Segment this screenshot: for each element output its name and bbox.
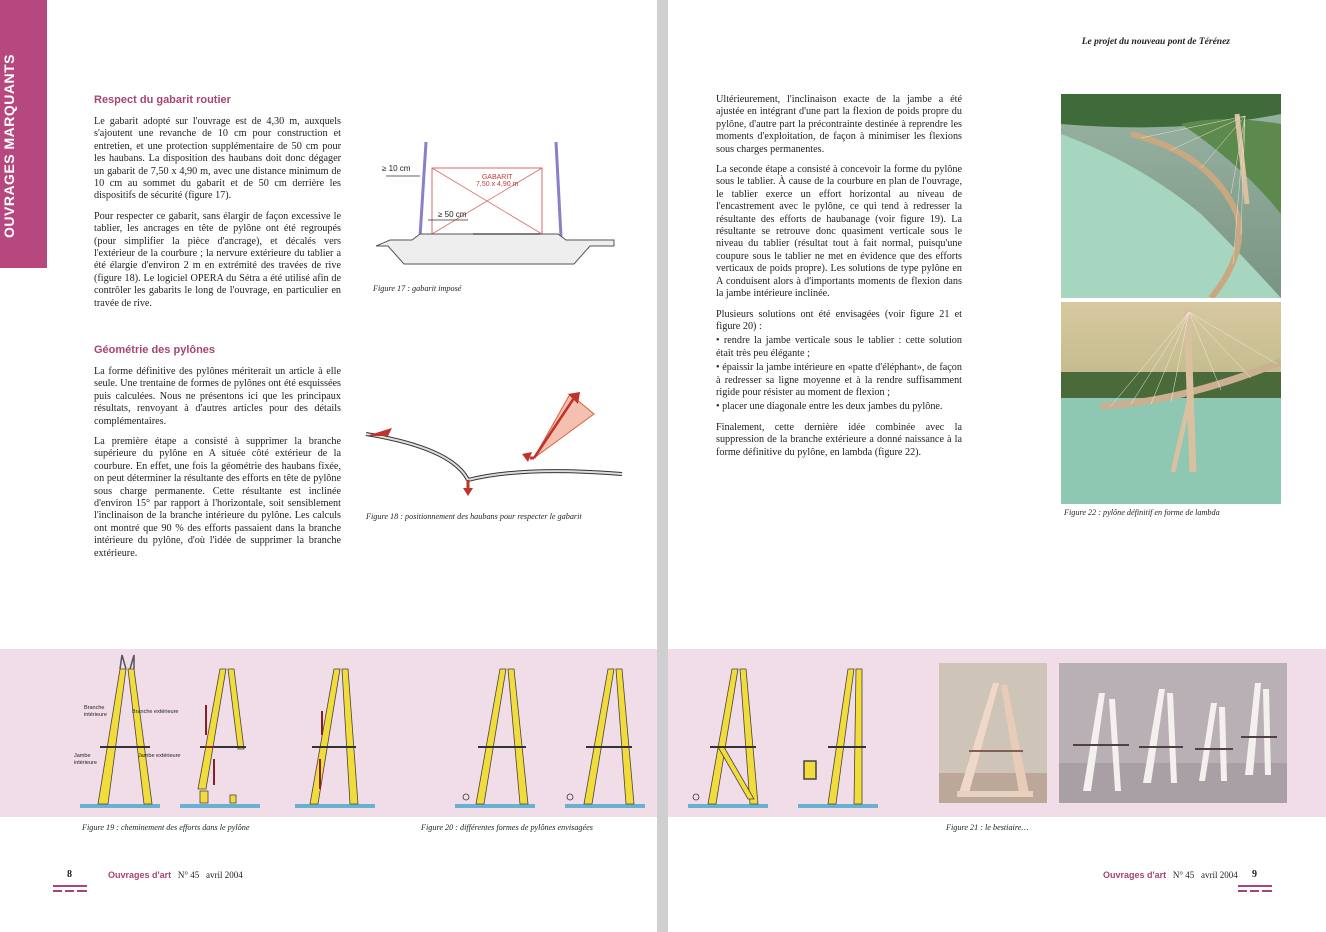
fig17-label-side: ≥ 50 cm — [438, 210, 467, 219]
fig17-gabarit-dims: 7,50 x 4,90 m — [476, 181, 519, 188]
running-title: Le projet du nouveau pont de Térénez — [1081, 37, 1230, 47]
right-column — [716, 94, 962, 467]
figure-band-right — [668, 649, 1326, 817]
footer-date: avril 2004 — [1201, 870, 1238, 880]
heading-gabarit: Respect du gabarit routier — [94, 94, 231, 106]
figure-19-caption: Figure 19 : cheminement des efforts dans le pylône — [82, 823, 250, 832]
section-tab — [0, 0, 47, 268]
figure-21-caption: Figure 21 : le bestiaire… — [946, 823, 1029, 832]
fig17-gabarit-title: GABARIT — [481, 174, 513, 181]
figure-20-caption: Figure 20 : différentes formes de pylônes envisagées — [421, 823, 593, 832]
figure-22-caption: Figure 22 : pylône définitif en forme de lambda — [1064, 508, 1220, 517]
figure-18-caption: Figure 18 : positionnement des haubans pour respecter le gabarit — [366, 512, 582, 521]
figure-22-render-bottom — [1061, 302, 1281, 504]
figure-17-gabarit-diagram — [368, 142, 630, 280]
footer-dashes — [1238, 885, 1272, 895]
bullet-item: • placer une diagonale entre les deux jambes du pylône. — [716, 401, 943, 413]
left-column-bottom — [94, 366, 341, 568]
footer-issue: N° 45 — [1172, 870, 1195, 880]
figure-band-left — [0, 649, 657, 817]
fig19-label-branche-exterieure: Branche extérieure — [132, 709, 179, 715]
left-page — [0, 0, 657, 932]
bullet-item: • rendre la jambe verticale sous le tablier : cette solution était très peu élégante ; — [716, 335, 962, 359]
figure-21-model-photo-2 — [1059, 663, 1287, 803]
paragraph: La première étape a consisté à supprimer la branche supérieure du pylône en A située côté extérieur de la courbure. En effet, une fois la géométrie des haubans fixée, on peut déterminer la résultante des efforts en tête de pylône sous charge permanente. Cette résultante est inclinée d'environ 15° par rapport à l'horizontale, soit sensiblement l'inclinaison de la branche intérieure du pylône. Les calculs ont montré que 90 % des efforts passaient dans la branche intérieure du pylône, d'où l'idée de supprimer la branche extérieure. — [94, 436, 341, 559]
footer-left — [108, 870, 243, 880]
figure-22-render-top — [1061, 94, 1281, 298]
paragraph: Le gabarit adopté sur l'ouvrage est de 4,30 m, auxquels s'ajoutent une revanche de 10 cm pour construction et entretien, et une protection supplémentaire de 50 cm pour les haubans. La disposition des haubans doit donc dégager un gabarit de 7,50 x 4,90 m, avec une distance minimum de 10 cm au sommet du gabarit et de 50 cm derrière les dispositifs de sécurité (figure 17). — [94, 116, 341, 202]
footer-right — [1103, 870, 1238, 880]
footer-magazine: Ouvrages d'art — [108, 870, 172, 880]
left-column-top — [94, 116, 341, 318]
footer-date: avril 2004 — [206, 870, 243, 880]
section-tab-label: OUVRAGES MARQUANTS — [1, 53, 17, 238]
fig17-label-gabarit — [476, 174, 518, 188]
page-gutter — [657, 0, 668, 932]
footer-dashes — [53, 885, 87, 895]
footer-magazine: Ouvrages d'art — [1103, 870, 1167, 880]
figure-18-cable-positioning — [362, 388, 624, 508]
fig17-label-top: ≥ 10 cm — [382, 164, 411, 173]
fig19-label-jambe-exterieure: Jambe extérieure — [138, 753, 181, 759]
heading-geometrie: Géométrie des pylônes — [94, 344, 216, 356]
page-number-right: 9 — [1252, 869, 1257, 880]
paragraph: La seconde étape a consisté à concevoir la forme du pylône sous le tablier. À cause de la courbure en plan de l'ouvrage, le tablier exerce un effort horizontal au niveau de l'encastrement avec le pylône, ce qui tend à redresser la résultante des efforts de haubanage (voir figure 19). La résultante se retrouve donc quasiment verticale sous le niveau du tablier (résultat tout à fait normal, puisqu'une coupure sous le tablier ne met en évidence que des efforts verticaux de poids propre). Les solutions de type pylône en A conduisent alors à d'importants moments de flexion dans la jambe intérieure inclinée. — [716, 164, 962, 300]
paragraph: Finalement, cette dernière idée combinée avec la suppression de la branche extérieure a donné naissance à la forme définitive du pylône, en lambda (figure 22). — [716, 421, 962, 458]
paragraph: Plusieurs solutions ont été envisagées (voir figure 21 et figure 20) : — [716, 308, 962, 332]
figure-19-20-pylon-drawings — [0, 649, 657, 817]
paragraph: Ultérieurement, l'inclinaison exacte de la jambe a été ajustée en intégrant d'une part la flexion de poids propre du pylône, d'autre part la précontrainte destinée à reprendre les moments d'exploitation, de façon à minimiser les flexions sous charges permanentes. — [716, 94, 962, 155]
paragraph: Pour respecter ce gabarit, sans élargir de façon excessive le tablier, les ancrages en tête de pylône ont été regroupés (pour simplifier la pièce d'ancrage), et décalés vers l'extérieur de la courbure ; la nervure extérieure du tablier a été élargie d'environ 2 m en extrémité des travées de rive (figure 18). Le logiciel OPERA du Sétra a été utilisé afin de contrôler les gabarits le long de l'ouvrage, en particulier en travée de rive. — [94, 210, 341, 309]
fig19-label-branche-interieure: Branche intérieure — [84, 705, 107, 718]
figure-21-model-photo-1 — [939, 663, 1047, 803]
page-number-left: 8 — [67, 869, 72, 880]
paragraph: La forme définitive des pylônes mériterait un article à elle seule. Une trentaine de formes de pylônes ont été esquissées puis calculées. Nous ne présentons ici que les principaux résultats, renvoyant à d'autres articles pour des détails complémentaires. — [94, 366, 341, 427]
bullet-item: • épaissir la jambe intérieure en «patte d'éléphant», de façon à redresser sa ligne moyenne et à la rendre suffisamment rigide pour résister au moment de flexion ; — [716, 362, 962, 398]
right-page — [668, 0, 1326, 932]
fig19-label-jambe-interieure: Jambe intérieure — [74, 753, 97, 766]
figure-17-caption: Figure 17 : gabarit imposé — [373, 284, 462, 293]
footer-issue: N° 45 — [177, 870, 200, 880]
